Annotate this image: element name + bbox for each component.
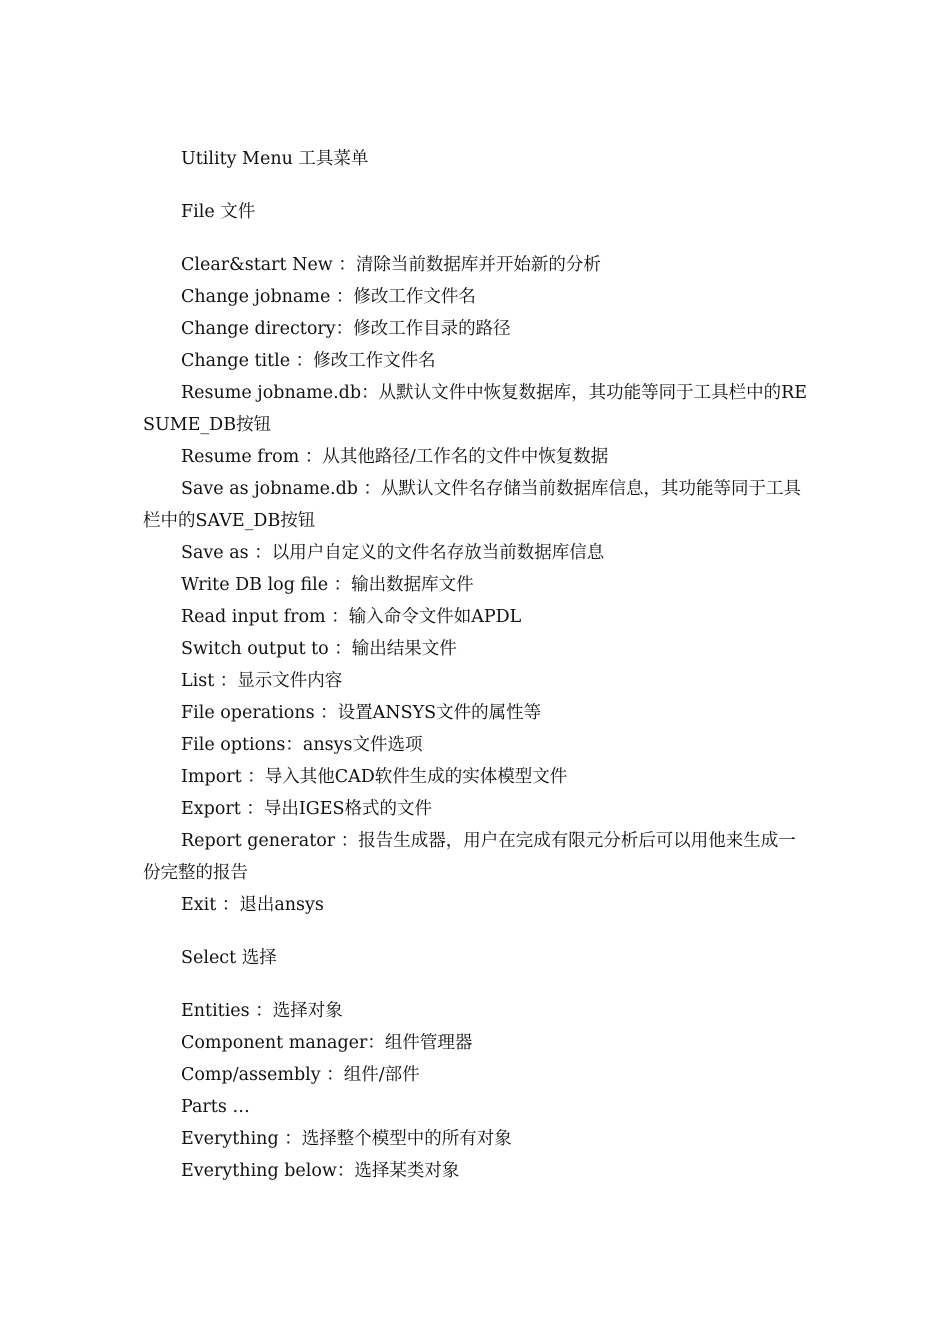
select-entry-parts: Parts …: [181, 1097, 250, 1117]
section-heading-file: File 文件: [181, 202, 256, 222]
file-entry-export: Export ：导出IGES格式的文件: [181, 799, 432, 819]
file-entry-file-operations: File operations ：设置ANSYS文件的属性等: [181, 703, 542, 723]
select-entry-everything: Everything ：选择整个模型中的所有对象: [181, 1129, 512, 1149]
file-entry-change-title: Change title ：修改工作文件名: [181, 351, 436, 371]
file-entry-resume-from: Resume from ：从其他路径/工作名的文件中恢复数据: [181, 447, 609, 467]
file-entry-read-input: Read input from ：输入命令文件如APDL: [181, 607, 522, 627]
file-entry-exit: Exit ：退出ansys: [181, 895, 324, 915]
section-heading-select: Select 选择: [181, 948, 277, 968]
file-entry-save-as: Save as ：以用户自定义的文件名存放当前数据库信息: [181, 543, 605, 563]
file-entry-clear-start-new: Clear&start New ：清除当前数据库并开始新的分析: [181, 255, 601, 275]
file-entry-list: List ：显示文件内容: [181, 671, 343, 691]
select-entry-component-manager: Component manager：组件管理器: [181, 1033, 473, 1053]
file-entry-report-generator: Report generator ：报告生成器，用户在完成有限元分析后可以用他来生成一份完整的报告: [143, 831, 796, 883]
document-body: [143, 143, 811, 1187]
file-entry-file-options: File options：ansys文件选项: [181, 735, 423, 755]
file-entry-change-directory: Change directory：修改工作目录的路径: [181, 319, 511, 339]
file-entry-write-db-log: Write DB log file ：输出数据库文件: [181, 575, 474, 595]
section-heading-utility-menu: Utility Menu 工具菜单: [181, 149, 369, 169]
file-entry-save-as-jobname: Save as jobname.db ：从默认文件名存储当前数据库信息，其功能等同于工具栏中的SAVE_DB按钮: [143, 479, 802, 531]
file-entry-resume-jobname: Resume jobname.db：从默认文件中恢复数据库，其功能等同于工具栏中的RESUME_DB按钮: [143, 383, 808, 435]
select-entry-entities: Entities ：选择对象: [181, 1001, 343, 1021]
file-entry-import: Import ：导入其他CAD软件生成的实体模型文件: [181, 767, 568, 787]
select-entry-comp-assembly: Comp/assembly ：组件/部件: [181, 1065, 420, 1085]
select-entry-everything-below: Everything below：选择某类对象: [181, 1161, 460, 1181]
file-entry-switch-output: Switch output to ：输出结果文件: [181, 639, 457, 659]
file-entry-change-jobname: Change jobname ：修改工作文件名: [181, 287, 476, 307]
